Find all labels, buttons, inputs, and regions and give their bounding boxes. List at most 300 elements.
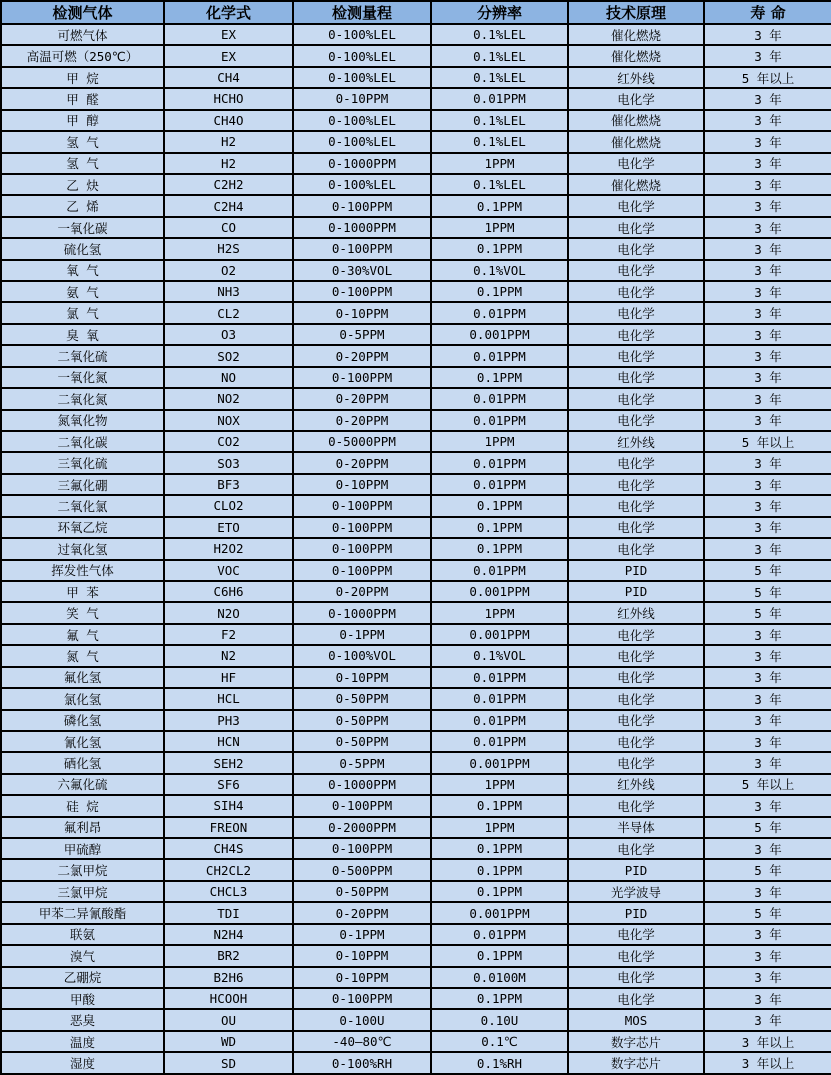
table-row [1,1031,831,1052]
gas-name-cell: 氧 气 [1,260,164,281]
principle-cell: 光学波导 [568,881,704,902]
gas-name-cell: 氮氧化物 [1,410,164,431]
table-row [1,624,831,645]
principle-cell: 电化学 [568,495,704,516]
resolution-cell: 1PPM [431,774,568,795]
principle-cell: 催化燃烧 [568,45,704,66]
resolution-cell: 0.01PPM [431,88,568,109]
gas-name-cell: 氯 气 [1,302,164,323]
resolution-cell: 1PPM [431,602,568,623]
principle-cell: 电化学 [568,517,704,538]
lifespan-cell: 3 年 [704,731,831,752]
resolution-cell: 0.001PPM [431,624,568,645]
resolution-cell: 0.1PPM [431,517,568,538]
principle-cell: 电化学 [568,452,704,473]
gas-name-cell: 臭 氧 [1,324,164,345]
gas-name-cell: 过氧化氢 [1,538,164,559]
resolution-cell: 0.1%LEL [431,45,568,66]
table-row [1,1052,831,1074]
principle-cell: 电化学 [568,752,704,773]
lifespan-cell: 3 年 [704,452,831,473]
range-cell: 0-100%LEL [293,67,431,88]
principle-cell: PID [568,581,704,602]
formula-cell: BR2 [164,945,293,966]
formula-cell: N2H4 [164,924,293,945]
table-row [1,238,831,259]
table-row [1,302,831,323]
formula-cell: NOX [164,410,293,431]
principle-cell: 电化学 [568,153,704,174]
lifespan-cell: 3 年 [704,153,831,174]
principle-cell: 电化学 [568,324,704,345]
principle-cell: 电化学 [568,345,704,366]
principle-cell: 红外线 [568,602,704,623]
resolution-cell: 0.1%LEL [431,131,568,152]
gas-name-cell: 氟 气 [1,624,164,645]
resolution-cell: 1PPM [431,817,568,838]
resolution-cell: 0.1%VOL [431,645,568,666]
principle-cell: 数字芯片 [568,1031,704,1052]
formula-cell: B2H6 [164,967,293,988]
gas-name-cell: 三氯甲烷 [1,881,164,902]
formula-cell: SD [164,1052,293,1074]
table-row [1,602,831,623]
formula-cell: CH4O [164,110,293,131]
table-row [1,774,831,795]
table-row [1,431,831,452]
gas-name-cell: 甲酸 [1,988,164,1009]
table-row [1,645,831,666]
range-cell: 0-5PPM [293,752,431,773]
table-row [1,153,831,174]
gas-name-cell: 笑 气 [1,602,164,623]
principle-cell: 催化燃烧 [568,24,704,45]
resolution-cell: 0.1℃ [431,1031,568,1052]
resolution-cell: 0.01PPM [431,560,568,581]
formula-cell: H2 [164,131,293,152]
resolution-cell: 0.1PPM [431,988,568,1009]
lifespan-cell: 3 年 [704,324,831,345]
table-row [1,667,831,688]
range-cell: 0-100%LEL [293,174,431,195]
principle-cell: 电化学 [568,302,704,323]
range-cell: 0-1000PPM [293,774,431,795]
range-cell: 0-500PPM [293,859,431,880]
lifespan-cell: 3 年 [704,238,831,259]
principle-cell: 电化学 [568,645,704,666]
lifespan-cell: 3 年 [704,538,831,559]
gas-name-cell: 磷化氢 [1,710,164,731]
range-cell: 0-5000PPM [293,431,431,452]
table-row [1,474,831,495]
resolution-cell: 0.01PPM [431,924,568,945]
resolution-cell: 0.01PPM [431,452,568,473]
formula-cell: CL2 [164,302,293,323]
gas-name-cell: 甲苯二异氰酸酯 [1,902,164,923]
formula-cell: OU [164,1009,293,1030]
principle-cell: 电化学 [568,410,704,431]
lifespan-cell: 3 年 [704,281,831,302]
table-row [1,859,831,880]
header-row [1,1,831,24]
formula-cell: CO2 [164,431,293,452]
lifespan-cell: 3 年 [704,710,831,731]
resolution-cell: 0.01PPM [431,667,568,688]
lifespan-cell: 3 年 [704,88,831,109]
lifespan-cell: 3 年 [704,645,831,666]
table-row [1,45,831,66]
table-row [1,110,831,131]
lifespan-cell: 3 年 [704,302,831,323]
gas-name-cell: 氟化氢 [1,667,164,688]
gas-name-cell: 硒化氢 [1,752,164,773]
resolution-cell: 0.1PPM [431,838,568,859]
gas-name-cell: 六氟化硫 [1,774,164,795]
range-cell: 0-50PPM [293,710,431,731]
lifespan-cell: 5 年以上 [704,431,831,452]
formula-cell: VOC [164,560,293,581]
range-cell: 0-100%RH [293,1052,431,1074]
table-row [1,260,831,281]
principle-cell: MOS [568,1009,704,1030]
lifespan-cell: 5 年以上 [704,774,831,795]
range-cell: 0-100PPM [293,195,431,216]
formula-cell: CLO2 [164,495,293,516]
principle-cell: PID [568,902,704,923]
resolution-cell: 0.001PPM [431,902,568,923]
formula-cell: SF6 [164,774,293,795]
resolution-cell: 0.1PPM [431,495,568,516]
lifespan-cell: 3 年 [704,624,831,645]
gas-name-cell: 二氧化氯 [1,495,164,516]
formula-cell: SO3 [164,452,293,473]
principle-cell: 数字芯片 [568,1052,704,1074]
range-cell: 0-100%VOL [293,645,431,666]
gas-name-cell: 可燃气体 [1,24,164,45]
lifespan-cell: 3 年 [704,388,831,409]
range-cell: 0-100PPM [293,495,431,516]
formula-cell: H2 [164,153,293,174]
gas-name-cell: 一氧化氮 [1,367,164,388]
formula-cell: NH3 [164,281,293,302]
principle-cell: 电化学 [568,195,704,216]
resolution-cell: 0.1%LEL [431,110,568,131]
column-header-formula: 化学式 [164,1,293,24]
resolution-cell: 0.01PPM [431,302,568,323]
table-row [1,902,831,923]
formula-cell: HCHO [164,88,293,109]
table-row [1,345,831,366]
table-row [1,217,831,238]
range-cell: 0-50PPM [293,881,431,902]
formula-cell: CH4 [164,67,293,88]
table-row [1,538,831,559]
principle-cell: 电化学 [568,388,704,409]
principle-cell: 催化燃烧 [568,131,704,152]
table-row [1,495,831,516]
resolution-cell: 0.1%RH [431,1052,568,1074]
range-cell: 0-100PPM [293,838,431,859]
gas-name-cell: 二氧化碳 [1,431,164,452]
principle-cell: 半导体 [568,817,704,838]
range-cell: 0-20PPM [293,410,431,431]
principle-cell: 电化学 [568,710,704,731]
table-row [1,945,831,966]
lifespan-cell: 5 年 [704,560,831,581]
column-header-lifespan: 寿 命 [704,1,831,24]
range-cell: 0-1000PPM [293,602,431,623]
table-row [1,67,831,88]
range-cell: 0-100%LEL [293,24,431,45]
range-cell: 0-20PPM [293,345,431,366]
resolution-cell: 0.001PPM [431,324,568,345]
gas-name-cell: 甲 烷 [1,67,164,88]
range-cell: 0-50PPM [293,688,431,709]
table-body [1,24,831,1074]
lifespan-cell: 3 年 [704,45,831,66]
gas-name-cell: 氰化氢 [1,731,164,752]
formula-cell: HF [164,667,293,688]
table-row [1,988,831,1009]
gas-name-cell: 二氯甲烷 [1,859,164,880]
resolution-cell: 0.01PPM [431,474,568,495]
gas-name-cell: 联氨 [1,924,164,945]
resolution-cell: 0.01PPM [431,731,568,752]
resolution-cell: 0.1%VOL [431,260,568,281]
lifespan-cell: 5 年 [704,817,831,838]
table-row [1,367,831,388]
gas-name-cell: 三氧化硫 [1,452,164,473]
range-cell: 0-1000PPM [293,153,431,174]
table-row [1,731,831,752]
principle-cell: PID [568,859,704,880]
formula-cell: PH3 [164,710,293,731]
gas-name-cell: 氨 气 [1,281,164,302]
principle-cell: 电化学 [568,88,704,109]
range-cell: 0-100U [293,1009,431,1030]
formula-cell: NO [164,367,293,388]
gas-name-cell: 高温可燃（250℃） [1,45,164,66]
principle-cell: 电化学 [568,838,704,859]
resolution-cell: 0.01PPM [431,345,568,366]
principle-cell: 电化学 [568,624,704,645]
gas-name-cell: 三氟化硼 [1,474,164,495]
gas-name-cell: 乙 炔 [1,174,164,195]
principle-cell: 电化学 [568,281,704,302]
table-row [1,881,831,902]
resolution-cell: 0.1%LEL [431,67,568,88]
lifespan-cell: 3 年 [704,752,831,773]
table-row [1,817,831,838]
range-cell: 0-10PPM [293,474,431,495]
formula-cell: SIH4 [164,795,293,816]
gas-name-cell: 挥发性气体 [1,560,164,581]
lifespan-cell: 3 年 [704,967,831,988]
range-cell: 0-100%LEL [293,45,431,66]
formula-cell: EX [164,45,293,66]
formula-cell: CO [164,217,293,238]
lifespan-cell: 3 年 [704,495,831,516]
table-row [1,1009,831,1030]
gas-name-cell: 氮 气 [1,645,164,666]
principle-cell: 电化学 [568,795,704,816]
formula-cell: SO2 [164,345,293,366]
lifespan-cell: 5 年 [704,581,831,602]
resolution-cell: 0.10U [431,1009,568,1030]
range-cell: 0-5PPM [293,324,431,345]
table-row [1,560,831,581]
gas-name-cell: 湿度 [1,1052,164,1074]
range-cell: 0-100PPM [293,517,431,538]
formula-cell: TDI [164,902,293,923]
gas-name-cell: 氯化氢 [1,688,164,709]
resolution-cell: 0.1%LEL [431,174,568,195]
range-cell: 0-20PPM [293,452,431,473]
resolution-cell: 0.1PPM [431,238,568,259]
range-cell: 0-10PPM [293,302,431,323]
formula-cell: F2 [164,624,293,645]
range-cell: 0-10PPM [293,967,431,988]
range-cell: 0-30%VOL [293,260,431,281]
lifespan-cell: 3 年 [704,988,831,1009]
lifespan-cell: 3 年 [704,1009,831,1030]
gas-name-cell: 氢 气 [1,153,164,174]
gas-name-cell: 二氧化氮 [1,388,164,409]
formula-cell: O2 [164,260,293,281]
resolution-cell: 0.1PPM [431,881,568,902]
principle-cell: 电化学 [568,667,704,688]
lifespan-cell: 3 年 [704,410,831,431]
formula-cell: BF3 [164,474,293,495]
principle-cell: 催化燃烧 [568,174,704,195]
lifespan-cell: 3 年 [704,945,831,966]
column-header-principle: 技术原理 [568,1,704,24]
table-row [1,967,831,988]
lifespan-cell: 3 年 [704,517,831,538]
gas-name-cell: 二氧化硫 [1,345,164,366]
principle-cell: 红外线 [568,67,704,88]
lifespan-cell: 5 年 [704,859,831,880]
resolution-cell: 1PPM [431,431,568,452]
principle-cell: PID [568,560,704,581]
range-cell: 0-20PPM [293,902,431,923]
table-row [1,688,831,709]
principle-cell: 电化学 [568,924,704,945]
lifespan-cell: 5 年 [704,902,831,923]
table-row [1,410,831,431]
formula-cell: HCOOH [164,988,293,1009]
gas-name-cell: 甲 苯 [1,581,164,602]
resolution-cell: 0.1PPM [431,367,568,388]
table-row [1,795,831,816]
range-cell: -40—80℃ [293,1031,431,1052]
resolution-cell: 0.01PPM [431,388,568,409]
principle-cell: 电化学 [568,688,704,709]
resolution-cell: 0.001PPM [431,581,568,602]
lifespan-cell: 3 年 [704,881,831,902]
formula-cell: FREON [164,817,293,838]
lifespan-cell: 3 年 [704,217,831,238]
gas-name-cell: 一氧化碳 [1,217,164,238]
principle-cell: 红外线 [568,774,704,795]
resolution-cell: 0.1PPM [431,281,568,302]
principle-cell: 电化学 [568,731,704,752]
resolution-cell: 1PPM [431,153,568,174]
range-cell: 0-100PPM [293,538,431,559]
resolution-cell: 1PPM [431,217,568,238]
resolution-cell: 0.01PPM [431,710,568,731]
gas-name-cell: 乙硼烷 [1,967,164,988]
lifespan-cell: 3 年 [704,838,831,859]
formula-cell: C6H6 [164,581,293,602]
table-row [1,710,831,731]
formula-cell: HCL [164,688,293,709]
table-row [1,324,831,345]
formula-cell: ETO [164,517,293,538]
table-row [1,838,831,859]
gas-name-cell: 氟利昂 [1,817,164,838]
formula-cell: NO2 [164,388,293,409]
resolution-cell: 0.1PPM [431,795,568,816]
lifespan-cell: 3 年 [704,260,831,281]
resolution-cell: 0.1PPM [431,945,568,966]
range-cell: 0-100PPM [293,560,431,581]
principle-cell: 电化学 [568,238,704,259]
resolution-cell: 0.1%LEL [431,24,568,45]
range-cell: 0-20PPM [293,388,431,409]
gas-name-cell: 硫化氢 [1,238,164,259]
range-cell: 0-1PPM [293,924,431,945]
lifespan-cell: 3 年 [704,367,831,388]
table-row [1,195,831,216]
table-row [1,281,831,302]
range-cell: 0-100%LEL [293,110,431,131]
table-row [1,924,831,945]
gas-name-cell: 溴气 [1,945,164,966]
formula-cell: SEH2 [164,752,293,773]
range-cell: 0-1000PPM [293,217,431,238]
column-header-resolution: 分辨率 [431,1,568,24]
resolution-cell: 0.1PPM [431,538,568,559]
column-header-range: 检测量程 [293,1,431,24]
principle-cell: 电化学 [568,217,704,238]
formula-cell: HCN [164,731,293,752]
range-cell: 0-10PPM [293,945,431,966]
range-cell: 0-10PPM [293,667,431,688]
resolution-cell: 0.1PPM [431,859,568,880]
range-cell: 0-100PPM [293,281,431,302]
lifespan-cell: 3 年 [704,688,831,709]
lifespan-cell: 3 年 [704,131,831,152]
lifespan-cell: 3 年 [704,110,831,131]
lifespan-cell: 3 年 [704,345,831,366]
range-cell: 0-20PPM [293,581,431,602]
principle-cell: 电化学 [568,474,704,495]
lifespan-cell: 5 年 [704,602,831,623]
resolution-cell: 0.1PPM [431,195,568,216]
lifespan-cell: 5 年以上 [704,67,831,88]
formula-cell: N2 [164,645,293,666]
formula-cell: C2H4 [164,195,293,216]
principle-cell: 电化学 [568,988,704,1009]
principle-cell: 电化学 [568,260,704,281]
column-header-gas-name: 检测气体 [1,1,164,24]
principle-cell: 电化学 [568,538,704,559]
formula-cell: CH4S [164,838,293,859]
table-row [1,388,831,409]
formula-cell: N2O [164,602,293,623]
range-cell: 0-100PPM [293,367,431,388]
